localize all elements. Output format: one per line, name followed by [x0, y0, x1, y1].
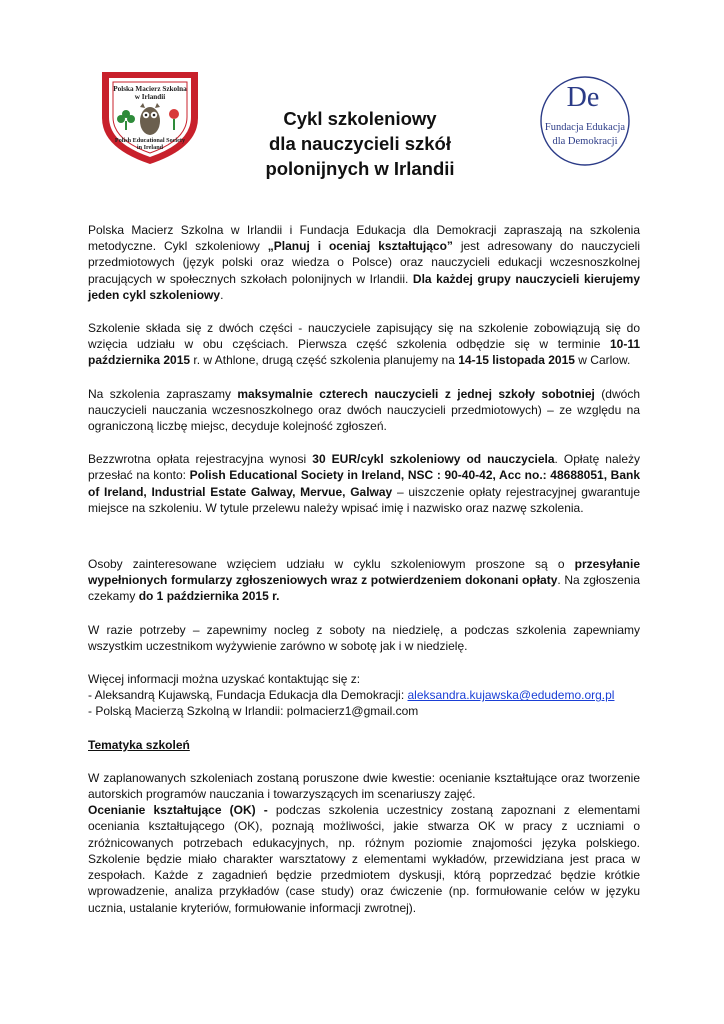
paragraph-schedule: Szkolenie składa się z dwóch części - nauczyciele zapisujący się na szkolenie zobowiązują się do wzięcia udziału w obu częściach. Pierwsza część szkolenia odbędzie się w terminie 10-11 października 2015 r. w Athlone, drugą część szkolenia planujemy na 14-15 listopada 2015 w Carlow.: [88, 321, 640, 368]
polska-macierz-szkolna-logo: [96, 66, 204, 168]
logo-left-line2: w Irlandii: [134, 93, 166, 101]
contact-intro: Więcej informacji można uzyskać kontaktując się z:: [88, 672, 361, 687]
title-line-2: dla nauczycieli szkół: [269, 133, 451, 154]
logo-left-line4: in Ireland: [136, 144, 164, 151]
paragraph-topics: W zaplanowanych szkoleniach zostaną poruszone dwie kwestie: ocenianie kształtujące oraz tworzenie autorskich programów nauczania i towarzyszących im scenariuszy zajęć.: [88, 770, 640, 802]
paragraph-participants: Na szkolenia zapraszamy maksymalnie czterech nauczycieli z jednej szkoły sobotniej (dwóch nauczycieli nauczania wczesnoszkolnego oraz dwóch nauczycieli przedmiotowych) – ze względu na ograniczoną liczbę miejsc, decyduje kolejność zgłoszeń.: [88, 386, 640, 434]
email-link[interactable]: aleksandra.kujawska@edudemo.org.pl: [407, 688, 615, 703]
logo-right-line2: dla Demokracji: [552, 136, 618, 147]
paragraph-registration: Osoby zainteresowane wzięciem udziału w cyklu szkoleniowym proszone są o przesyłanie wypełnionych formularzy zgłoszeniowych wraz z potwierdzeniem dokonani opłaty. Na zgłoszenia czekamy do 1 października 2015 r.: [88, 557, 640, 604]
paragraph-accommodation: W razie potrzeby – zapewnimy nocleg z soboty na niedzielę, a podczas szkolenia zapewniamy wszystkim uczestnikom wyżywienie zarówno w sobotę jak i w niedzielę.: [88, 622, 640, 653]
paragraph-contact: Więcej informacji można uzyskać kontaktując się z: - Aleksandrą Kujawską, Fundacja Edukacja dla Demokracji: aleksandra.kujawska@edudemo.org.pl - Polską Macierzą Szkolną w Irlandii: polmacierz1@gmail.com: [88, 672, 615, 719]
title-line-1: Cykl szkoleniowy: [283, 108, 437, 129]
title-line-3: polonijnych w Irlandii: [265, 158, 455, 179]
paragraph-intro: Polska Macierz Szkolna w Irlandii i Fundacja Edukacja dla Demokracji zapraszają na szkolenia metodyczne. Cykl szkoleniowy „Planuj i oceniaj kształtująco” jest adresowany do nauczycieli przedmiotowych (język polski oraz wiedza o Polsce) oraz nauczycieli edukacji wczesnoszkolnej pracujących w społecznych szkołach polonijnych w Irlandii. Dla każdej grupy nauczycieli kierujemy jeden cykl szkoleniowy.: [88, 223, 640, 302]
paragraph-formative-assessment: Ocenianie kształtujące (OK) - podczas szkolenia uczestnicy zostaną zapoznani z elementami oceniania kształtującego (OK), poznają możliwości, jakie stwarza OK w pracy z uczniami o zróżnicowanych potrzebach edukacyjnych, np. różnym poziomie znajomości języka polskiego. Szkolenie będzie miało charakter warsztatowy z elementami wykładów, przewidziana jest praca w zespołach. Każde z zagadnień będzie przedmiotem dyskusji, którą poprzedzać będzie krótkie wprowadzenie, analiza przykładów (case study) oraz ćwiczenie (np. formułowanie celów w języku ucznia, ustalanie kryteriów, formułowanie informacji zwrotnej).: [88, 803, 640, 915]
logo-right-line1: Fundacja Edukacja: [544, 122, 626, 133]
logo-left-line3: Polish Educational Society: [114, 137, 186, 144]
section-heading: Tematyka szkoleń: [88, 737, 190, 752]
logo-right-monogram: De: [566, 82, 600, 113]
document-body: [88, 222, 640, 933]
contact-line-2: - Polską Macierzą Szkolną w Irlandii: polmacierz1@gmail.com: [88, 704, 419, 719]
fundacja-edukacja-logo: [539, 72, 631, 170]
paragraph-fee: Bezzwrotna opłata rejestracyjna wynosi 30 EUR/cykl szkoleniowy od nauczyciela. Opłatę należy przesłać na konto: Polish Educational Society in Ireland, NSC : 90-40-42, Acc no.: 48688051, Bank of Ireland, Industrial Estate Galway, Mervue, Galway – uiszczenie opłaty rejestracyjnej gwarantuje miejsce na szkoleniu. W tytule przelewu należy wpisać imię i nazwisko oraz nazwę szkolenia.: [88, 452, 641, 515]
logo-left-line1: Polska Macierz Szkolna: [113, 85, 187, 93]
document-title: [200, 106, 520, 181]
